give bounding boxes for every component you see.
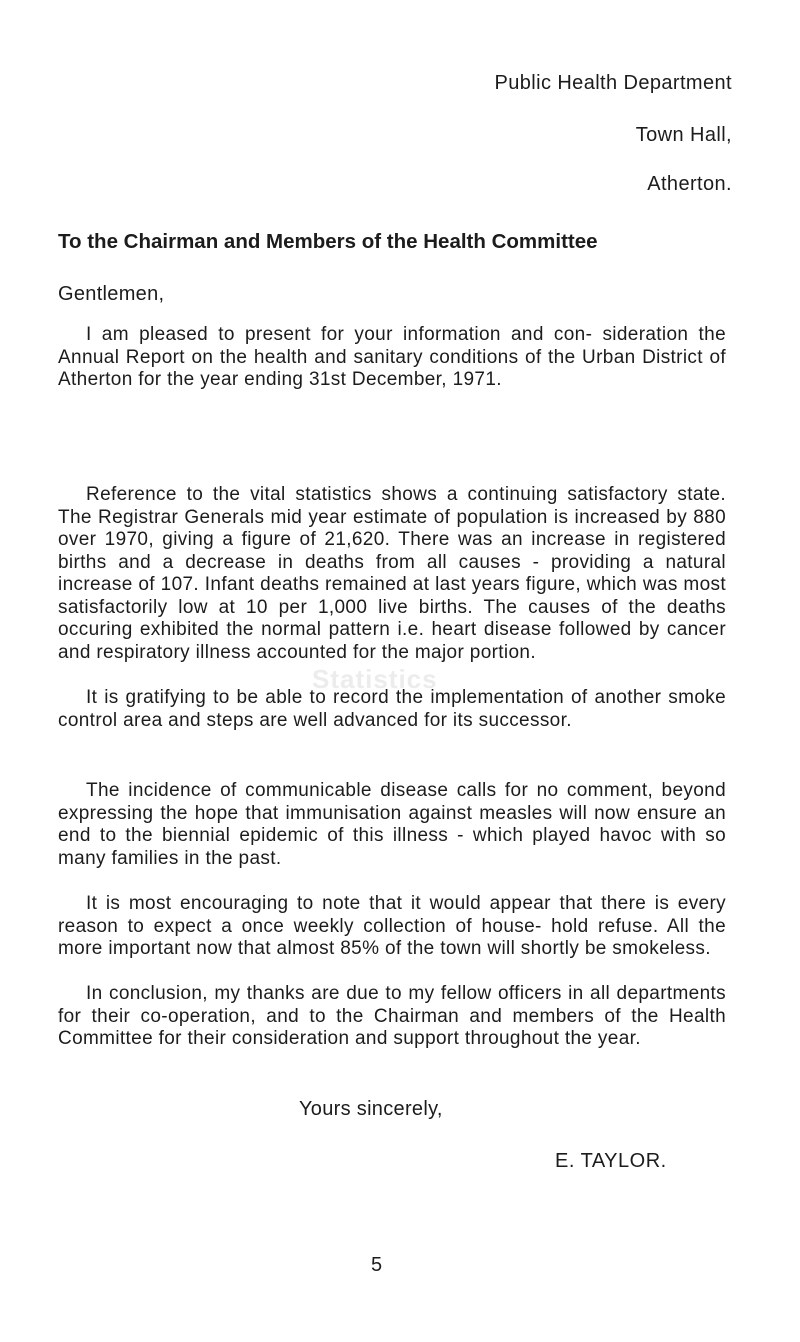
paragraph-communicable-disease: The incidence of communicable disease calls for no comment, beyond expressing the hope that immunisation against measles will now ensure an end to the biennial epidemic of this illness - which played havoc with so many families in the past. [58, 780, 726, 869]
paragraph-refuse-collection: It is most encouraging to note that it would appear that there is every reason to expect a once weekly collection of house- hold refuse. All the more important now that almost 85% of the town will shortly be smokeless. [58, 893, 726, 959]
paragraph-vital-statistics: Reference to the vital statistics shows a continuing satisfactory state. The Registrar Generals mid year estimate of population is increased by 880 over 1970, giving a figure of 21,620. There was an increase in registered births and a decrease in deaths from all causes - providing a natural increase of 107. Infant deaths remained at last years figure, which was most satisfactorily low at 10 per 1,000 live births. The causes of the deaths occuring exhibited the normal pattern i.e. heart disease followed by cancer and respiratory illness accounted for the major portion. [58, 484, 726, 663]
address-building: Town Hall, [635, 124, 732, 146]
paragraph-conclusion: In conclusion, my thanks are due to my fellow officers in all departments for their co-operation, and to the Chairman and members of the Health Committee for their consideration and support throughout the year. [58, 983, 726, 1049]
paragraph-introduction: I am pleased to present for your information and con- sideration the Annual Report on the health and sanitary conditions of the Urban District of Atherton for the year ending 31st December, 1971. [58, 324, 726, 390]
paragraph-smoke-control: It is gratifying to be able to record the implementation of another smoke control area and steps are well advanced for its successor. [58, 687, 726, 731]
salutation: Gentlemen, [58, 283, 165, 305]
closing: Yours sincerely, [299, 1098, 443, 1120]
letter-heading: To the Chairman and Members of the Health Committee [58, 230, 598, 253]
address-town: Atherton. [647, 173, 732, 195]
show-through-text: Statistics [312, 664, 438, 694]
page-number: 5 [371, 1254, 383, 1276]
signature: E. TAYLOR. [555, 1150, 667, 1172]
address-department: Public Health Department [494, 72, 732, 94]
